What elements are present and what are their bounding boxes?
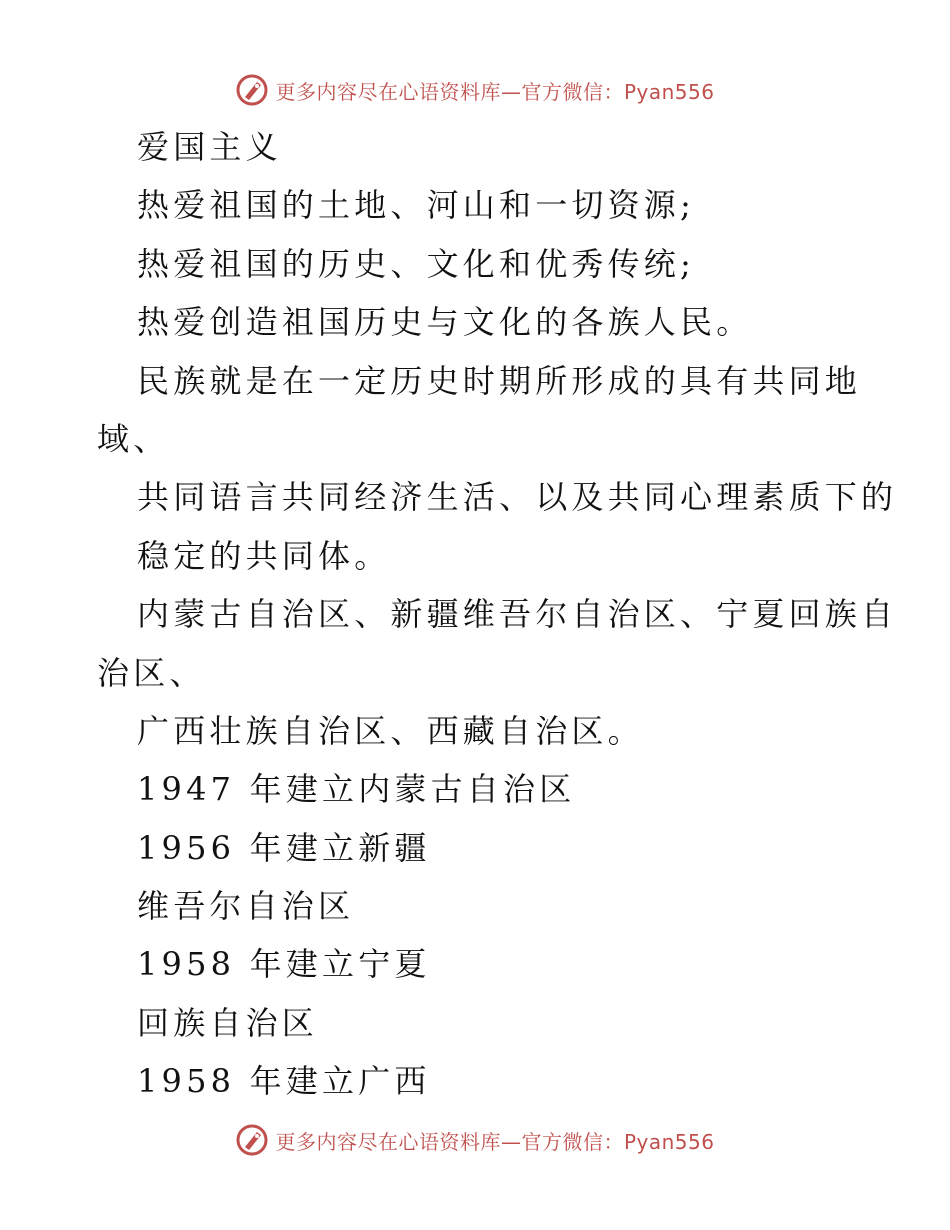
text-line: 热爱祖国的历史、文化和优秀传统; <box>137 244 695 283</box>
text-line: 1956 年建立新疆 <box>137 828 431 867</box>
text-line: 共同语言共同经济生活、以及共同心理素质下的 <box>137 478 898 517</box>
text-line: 1958 年建立宁夏 <box>137 945 431 984</box>
text-line: 域、 <box>97 419 170 458</box>
text-line: 维吾尔自治区 <box>137 887 355 926</box>
footer-watermark-text: 更多内容尽在心语资料库—官方微信：Pyan556 <box>275 1129 715 1154</box>
text-line: 热爱祖国的土地、河山和一切资源; <box>137 186 695 225</box>
text-line: 治区、 <box>97 653 206 692</box>
text-line: 内蒙古自治区、新疆维吾尔自治区、宁夏回族自 <box>137 595 898 634</box>
text-line: 爱国主义 <box>137 128 282 166</box>
document-body <box>0 118 950 1111</box>
footer-watermark <box>0 1120 950 1160</box>
text-line: 热爱创造祖国历史与文化的各族人民。 <box>137 303 753 342</box>
text-line: 稳定的共同体。 <box>137 536 391 575</box>
text-line: 1947 年建立内蒙古自治区 <box>137 770 576 809</box>
pen-nib-circle-icon <box>235 73 269 107</box>
header-watermark <box>0 70 950 110</box>
text-line: 1958 年建立广西 <box>137 1062 431 1101</box>
header-watermark-text: 更多内容尽在心语资料库—官方微信：Pyan556 <box>275 79 715 104</box>
text-line: 广西壮族自治区、西藏自治区。 <box>137 711 644 750</box>
text-line: 回族自治区 <box>137 1003 319 1042</box>
pen-nib-circle-icon <box>235 1123 269 1157</box>
text-line: 民族就是在一定历史时期所形成的具有共同地 <box>137 361 862 400</box>
